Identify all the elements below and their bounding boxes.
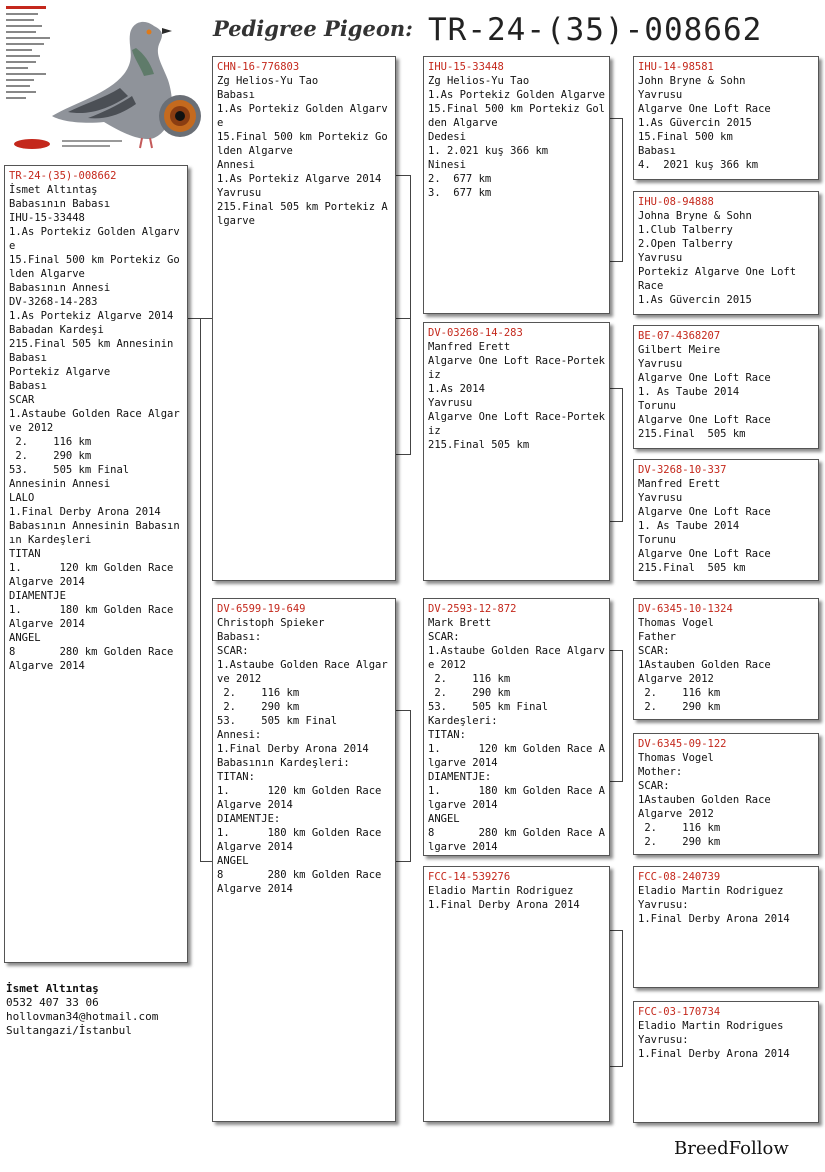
note-line: 1.As Portekiz Golden Algarve [428,89,606,101]
note-line: 1.As Güvercin 2015 [638,117,752,129]
connector-sire-stem [396,318,410,319]
note-line: TITAN [9,548,41,560]
note-line: 53. 505 km Final [217,715,338,727]
note-line: 2. 290 km [217,701,300,713]
owner-name: İsmet Altıntaş [6,982,99,995]
ring-number: DV-6345-09-122 [638,738,727,750]
ring-number: FCC-03-170734 [638,1006,721,1018]
note-line: 1.Final Derby Arona 2014 [638,1048,790,1060]
note-line: Babasının Kardeşleri: [217,757,350,769]
sire-sire-card [423,56,610,314]
note-line: IHU-15-33448 [9,212,85,224]
note-line: 215.Final 505 km [638,428,746,440]
note-line: 1.As Portekiz Algarve 2014 [9,310,174,322]
note-line: Babası [217,89,255,101]
note-line: Babasının Annesinin Babasının Kardeşleri [9,520,180,546]
note-line: 1.Club Talberry [638,224,733,236]
ring-number: FCC-08-240739 [638,871,721,883]
note-line: Algarve One Loft Race [638,414,771,426]
note-line: 1. As Taube 2014 [638,386,740,398]
notes [638,209,814,307]
note-line: 2.Open Talberry [638,238,733,250]
note-line: 1.As Portekiz Algarve 2014 [217,173,382,185]
note-line: Annesi: [217,729,262,741]
connector-sire-grandparents [396,175,411,455]
note-line: TITAN: [217,771,255,783]
notes [638,884,814,926]
owner-location: Sultangazi/İstanbul [6,1024,132,1037]
ring-number: BE-07-4368207 [638,330,721,342]
dam-card [212,598,396,1122]
note-line: DIAMENTJE [9,590,66,602]
note-line: 1. As Taube 2014 [638,520,740,532]
note-line: Mother: [638,766,683,778]
note-line: 215.Final 505 km [428,439,530,451]
note-line: SCAR [9,394,35,406]
dam-sire-card [423,598,610,856]
subject-card [4,165,188,963]
notes [638,343,814,441]
note-line: Christoph Spieker [217,617,325,629]
owner-phone: 0532 407 33 06 [6,996,99,1009]
note-line: Annesinin Annesi [9,478,111,490]
note-line: 53. 505 km Final [428,701,549,713]
note-line: Babasının Annesi [9,282,111,294]
note-line: Yavrusu [638,492,683,504]
note-line: Eladio Martin Rodriguez [428,885,574,897]
sdd-card [633,459,819,581]
notes [638,477,814,575]
dam-dam-card [423,866,610,1122]
note-line: 2. 116 km [638,687,721,699]
note-line: 1. 180 km Golden Race Algarve 2014 [9,604,180,630]
dds-card [633,866,819,988]
connector-dam-grandparents [396,710,411,862]
note-line: Race [638,280,664,292]
ring-number: IHU-14-98581 [638,61,714,73]
note-line: Algarve One Loft Race [638,372,771,384]
note-line: Manfred Erett [638,478,721,490]
note-line: Annesi [217,159,255,171]
note-line: 2. 290 km [638,836,721,848]
connector-ss-great [610,118,623,262]
note-line: 15.Final 500 km Portekiz Golden Algarve [9,254,180,280]
ring-number: DV-6599-19-649 [217,603,306,615]
ring-number: FCC-14-539276 [428,871,511,883]
note-line: 1Astauben Golden Race [638,659,771,671]
note-line: 15.Final 500 km [638,131,733,143]
note-line: 215.Final 505 km Portekiz Algarve [217,201,388,227]
notes [638,616,814,714]
note-line: 1.Final Derby Arona 2014 [9,506,161,518]
notes [428,884,605,912]
notes [217,74,391,228]
note-line: 1.As Güvercin 2015 [638,294,752,306]
note-line: Algarve One Loft Race [638,548,771,560]
note-line: 8 280 km Golden Race Algarve 2014 [9,646,180,672]
notes [9,183,183,673]
note-line: Algarve One Loft Race-Portekiz [428,355,606,381]
note-line: 2. 290 km [428,687,511,699]
note-line: DV-3268-14-283 [9,296,98,308]
note-line: 4. 2021 kuş 366 km [638,159,759,171]
header-ring-number: TR-24-(35)-008662 [428,12,763,48]
note-line: 1. 120 km Golden Race Algarve 2014 [217,785,388,811]
note-line: Manfred Erett [428,341,511,353]
note-line: Algarve 2012 [638,808,714,820]
ring-number: IHU-08-94888 [638,196,714,208]
note-line: Mark Brett [428,617,492,629]
connector-dd-great [610,930,623,1067]
note-line: Thomas Vogel [638,752,714,764]
note-line: Yavrusu [638,358,683,370]
note-line: Yavrusu [217,187,262,199]
note-line: Algarve 2012 [638,673,714,685]
note-line: Johna Bryne & Sohn [638,210,752,222]
note-line: DIAMENTJE: [428,771,492,783]
note-line: Yavrusu [638,252,683,264]
note-line: 1. 120 km Golden Race Algarve 2014 [9,562,180,588]
note-line: Algarve One Loft Race [638,103,771,115]
note-line: Ninesi [428,159,466,171]
sss-card [633,56,819,180]
note-line: Gilbert Meire [638,344,721,356]
note-line: Eladio Martin Rodrigues [638,1020,784,1032]
connector-subject-parents [188,318,200,319]
note-line: 2. 116 km [428,673,511,685]
ring-number: DV-03268-14-283 [428,327,523,339]
brand-footer: BreedFollow [674,1138,789,1159]
note-line: Algarve One Loft Race-Portekiz [428,411,606,437]
note-line: 2. 116 km [638,822,721,834]
sds-card [633,325,819,449]
note-line: SCAR: [217,645,249,657]
note-line: Dedesi [428,131,466,143]
note-line: 1.Final Derby Arona 2014 [428,899,580,911]
note-line: Babası [9,380,47,392]
note-line: Yavrusu: [638,1034,689,1046]
note-line: Eladio Martin Rodriguez [638,885,784,897]
owner-email: hollovman34@hotmail.com [6,1010,159,1023]
note-line: 15.Final 500 km Portekiz Golden Algarve [217,131,388,157]
note-line: Portekiz Algarve One Loft [638,266,797,278]
note-line: Portekiz Algarve [9,366,111,378]
note-line: Zg Helios-Yu Tao [428,75,530,87]
note-line: 2. 116 km [9,436,92,448]
note-line: 1.As Portekiz Golden Algarve [217,103,388,129]
pigeon-photo [4,4,204,154]
notes [638,1019,814,1061]
note-line: 1.As 2014 [428,383,485,395]
notes [638,74,814,172]
dsd-card [633,733,819,855]
note-line: Babası [638,145,676,157]
note-line: 3. 677 km [428,187,492,199]
note-line: ANGEL [9,632,41,644]
note-line: 215.Final 505 km Annesinin Babası [9,338,180,364]
ring-number: DV-3268-10-337 [638,464,727,476]
ring-number: IHU-15-33448 [428,61,504,73]
sire-dam-card [423,322,610,581]
note-line: 1. 120 km Golden Race Algarve 2014 [428,743,606,769]
note-line: Yavrusu [638,89,683,101]
note-line: Yavrusu [428,397,473,409]
note-line: 1.Astaube Golden Race Algarve 2012 [428,645,606,671]
ring-number: DV-2593-12-872 [428,603,517,615]
note-line: 1.Astaube Golden Race Algarve 2012 [9,408,180,434]
note-line: TITAN: [428,729,466,741]
note-line: 1. 180 km Golden Race Algarve 2014 [428,785,606,811]
ring-number: CHN-16-776803 [217,61,300,73]
note-line: 215.Final 505 km [638,562,746,574]
notes [428,340,605,452]
note-line: 15.Final 500 km Portekiz Golden Algarve [428,103,606,129]
ring-number: DV-6345-10-1324 [638,603,733,615]
notes [428,616,605,854]
note-line: ANGEL [428,813,460,825]
note-line: 2. 116 km [217,687,300,699]
pigeon-photo-image [4,4,204,154]
note-line: Zg Helios-Yu Tao [217,75,319,87]
ssd-card [633,191,819,315]
dss-card [633,598,819,720]
connector-ds-great [610,650,623,782]
note-line: ANGEL [217,855,249,867]
note-line: 8 280 km Golden Race Algarve 2014 [217,869,388,895]
note-line: 1.Final Derby Arona 2014 [638,913,790,925]
ddd-card [633,1001,819,1123]
note-line: Torunu [638,400,676,412]
note-line: 1Astauben Golden Race [638,794,771,806]
pigeon-eye-closeup [159,95,201,137]
note-line: Babasının Babası [9,198,111,210]
note-line: Babadan Kardeşi [9,324,104,336]
connector-sd-great [610,388,623,522]
sire-card [212,56,396,581]
note-line: SCAR: [638,780,670,792]
note-line: SCAR: [428,631,460,643]
note-line: Thomas Vogel [638,617,714,629]
note-line: 1. 2.021 kuş 366 km [428,145,549,157]
note-line: İsmet Altıntaş [9,184,98,196]
note-line: DIAMENTJE: [217,813,281,825]
notes [217,616,391,896]
note-line: 1.As Portekiz Golden Algarve [9,226,180,252]
note-line: Algarve One Loft Race [638,506,771,518]
note-line: 2. 290 km [638,701,721,713]
note-line: 8 280 km Golden Race Algarve 2014 [428,827,606,853]
note-line: 1. 180 km Golden Race Algarve 2014 [217,827,388,853]
notes [638,751,814,849]
note-line: 53. 505 km Final [9,464,130,476]
ring-number: TR-24-(35)-008662 [9,170,117,182]
owner-contact [6,982,158,1038]
note-line: 2. 677 km [428,173,492,185]
note-line: John Bryne & Sohn [638,75,746,87]
note-line: 1.Final Derby Arona 2014 [217,743,369,755]
note-line: 2. 290 km [9,450,92,462]
note-line: SCAR: [638,645,670,657]
note-line: Torunu [638,534,676,546]
page-title: Pedigree Pigeon: [213,16,413,41]
note-line: Kardeşleri: [428,715,498,727]
note-line: Babası: [217,631,262,643]
note-line: LALO [9,492,35,504]
note-line: Father [638,631,676,643]
notes [428,74,605,200]
note-line: Yavrusu: [638,899,689,911]
note-line: 1.Astaube Golden Race Algarve 2012 [217,659,388,685]
